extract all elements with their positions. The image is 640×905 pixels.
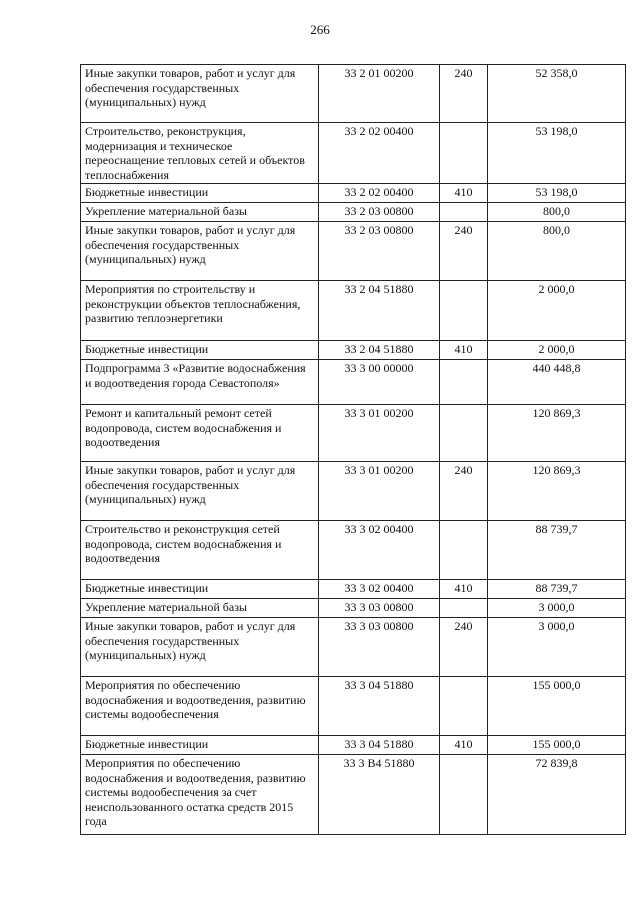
row-type bbox=[440, 599, 488, 618]
row-sum: 3 000,0 bbox=[488, 599, 626, 618]
row-code: 33 3 03 00800 bbox=[319, 618, 440, 677]
row-sum: 88 739,7 bbox=[488, 521, 626, 580]
row-type bbox=[440, 203, 488, 222]
row-name: Ремонт и капитальный ремонт сетей водопровода, систем водоснабжения и водоотведения bbox=[81, 405, 319, 462]
row-code: 33 3 В4 51880 bbox=[319, 755, 440, 835]
budget-table bbox=[80, 64, 626, 835]
table-row bbox=[81, 360, 626, 405]
row-type: 240 bbox=[440, 222, 488, 281]
row-type: 410 bbox=[440, 184, 488, 203]
row-code: 33 3 01 00200 bbox=[319, 405, 440, 462]
row-name: Мероприятия по обеспечению водоснабжения и водоотведения, развитию системы водообеспечения bbox=[81, 677, 319, 736]
row-name: Иные закупки товаров, работ и услуг для обеспечения государственных (муниципальных) нужд bbox=[81, 618, 319, 677]
table-row bbox=[81, 462, 626, 521]
row-name: Бюджетные инвестиции bbox=[81, 580, 319, 599]
row-code: 33 3 04 51880 bbox=[319, 736, 440, 755]
row-sum: 2 000,0 bbox=[488, 281, 626, 341]
row-name: Подпрограмма 3 «Развитие водоснабжения и водоотведения города Севастополя» bbox=[81, 360, 319, 405]
row-type: 410 bbox=[440, 580, 488, 599]
row-sum: 800,0 bbox=[488, 203, 626, 222]
row-sum: 53 198,0 bbox=[488, 184, 626, 203]
row-sum: 120 869,3 bbox=[488, 405, 626, 462]
row-sum: 88 739,7 bbox=[488, 580, 626, 599]
row-code: 33 2 02 00400 bbox=[319, 184, 440, 203]
row-code: 33 2 03 00800 bbox=[319, 203, 440, 222]
table-row bbox=[81, 222, 626, 281]
table-row bbox=[81, 580, 626, 599]
row-name: Бюджетные инвестиции bbox=[81, 184, 319, 203]
row-name: Строительство, реконструкция, модернизация и техническое переоснащение тепловых сетей и объектов теплоснабжения bbox=[81, 123, 319, 184]
row-sum: 800,0 bbox=[488, 222, 626, 281]
table-row bbox=[81, 123, 626, 184]
row-code: 33 2 03 00800 bbox=[319, 222, 440, 281]
row-type bbox=[440, 123, 488, 184]
table-row bbox=[81, 65, 626, 123]
row-sum: 120 869,3 bbox=[488, 462, 626, 521]
row-code: 33 3 02 00400 bbox=[319, 580, 440, 599]
row-sum: 2 000,0 bbox=[488, 341, 626, 360]
table-row bbox=[81, 755, 626, 835]
table-row bbox=[81, 677, 626, 736]
row-code: 33 3 04 51880 bbox=[319, 677, 440, 736]
row-sum: 53 198,0 bbox=[488, 123, 626, 184]
table-row bbox=[81, 341, 626, 360]
row-code: 33 3 01 00200 bbox=[319, 462, 440, 521]
row-name: Укрепление материальной базы bbox=[81, 599, 319, 618]
row-name: Строительство и реконструкция сетей водопровода, систем водоснабжения и водоотведения bbox=[81, 521, 319, 580]
row-code: 33 2 04 51880 bbox=[319, 341, 440, 360]
row-name: Мероприятия по обеспечению водоснабжения и водоотведения, развитию системы водообеспечения за счет неиспользованного остатка средств 2015 года bbox=[81, 755, 319, 835]
row-code: 33 3 02 00400 bbox=[319, 521, 440, 580]
row-type bbox=[440, 677, 488, 736]
row-name: Бюджетные инвестиции bbox=[81, 341, 319, 360]
table-row bbox=[81, 281, 626, 341]
table-row bbox=[81, 618, 626, 677]
row-name: Мероприятия по строительству и реконструкции объектов теплоснабжения, развитию теплоэнергетики bbox=[81, 281, 319, 341]
row-name: Иные закупки товаров, работ и услуг для обеспечения государственных (муниципальных) нужд bbox=[81, 462, 319, 521]
row-name: Иные закупки товаров, работ и услуг для обеспечения государственных (муниципальных) нужд bbox=[81, 222, 319, 281]
row-sum: 155 000,0 bbox=[488, 677, 626, 736]
row-sum: 72 839,8 bbox=[488, 755, 626, 835]
page-number: 266 bbox=[310, 22, 330, 37]
row-type bbox=[440, 521, 488, 580]
row-code: 33 2 04 51880 bbox=[319, 281, 440, 341]
table-row bbox=[81, 405, 626, 462]
row-name: Бюджетные инвестиции bbox=[81, 736, 319, 755]
row-type: 240 bbox=[440, 618, 488, 677]
row-code: 33 2 01 00200 bbox=[319, 65, 440, 123]
row-type: 410 bbox=[440, 736, 488, 755]
table-row bbox=[81, 521, 626, 580]
table-row bbox=[81, 599, 626, 618]
row-type bbox=[440, 755, 488, 835]
row-name: Иные закупки товаров, работ и услуг для обеспечения государственных (муниципальных) нужд bbox=[81, 65, 319, 123]
table-row bbox=[81, 736, 626, 755]
row-type bbox=[440, 405, 488, 462]
row-sum: 52 358,0 bbox=[488, 65, 626, 123]
row-sum: 440 448,8 bbox=[488, 360, 626, 405]
table-row bbox=[81, 184, 626, 203]
row-type bbox=[440, 360, 488, 405]
row-code: 33 3 03 00800 bbox=[319, 599, 440, 618]
row-code: 33 2 02 00400 bbox=[319, 123, 440, 184]
row-sum: 3 000,0 bbox=[488, 618, 626, 677]
row-sum: 155 000,0 bbox=[488, 736, 626, 755]
row-type: 240 bbox=[440, 65, 488, 123]
row-name: Укрепление материальной базы bbox=[81, 203, 319, 222]
row-type bbox=[440, 281, 488, 341]
row-type: 240 bbox=[440, 462, 488, 521]
row-type: 410 bbox=[440, 341, 488, 360]
table-row bbox=[81, 203, 626, 222]
row-code: 33 3 00 00000 bbox=[319, 360, 440, 405]
